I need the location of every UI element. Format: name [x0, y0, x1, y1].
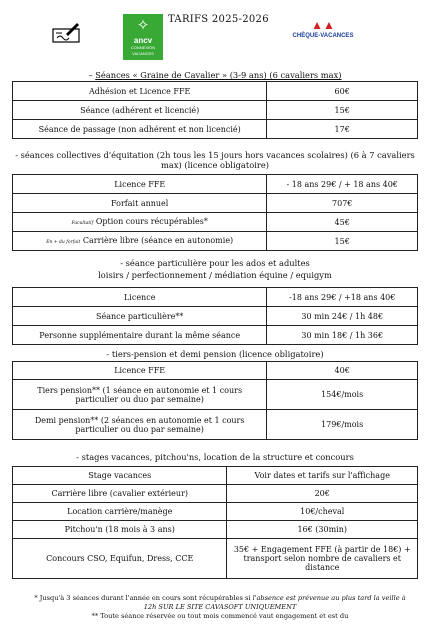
cell-value: -18 ans 29€ / +18 ans 40€: [267, 288, 418, 307]
table-row: [13, 120, 418, 139]
cell-label: Stage vacances: [13, 467, 227, 485]
cell-value: 15€: [267, 232, 418, 251]
table-particuliere: [12, 287, 418, 345]
cell-label: Licence FFE: [13, 362, 267, 380]
section-title-particuliere: - séance particulière pour les ados et adultes: [120, 258, 310, 268]
section-title-particuliere-line2: loisirs / perfectionnement / médiation équine / equigym: [98, 270, 332, 280]
table-row: [13, 307, 418, 326]
table-pension: [12, 361, 418, 440]
table-row: [13, 410, 418, 440]
option-label: Option cours récupérables*: [95, 216, 208, 226]
cell-value: 45€: [267, 213, 418, 232]
cell-value: 30 min 18€ / 1h 36€: [267, 326, 418, 345]
cell-label: Licence FFE: [13, 175, 267, 194]
logo-bar: [0, 0, 431, 62]
cell-label: Pitchou'n (18 mois à 3 ans): [13, 521, 227, 539]
table-row: [13, 485, 418, 503]
cell-value: Voir dates et tarifs sur l'affichage: [227, 467, 418, 485]
option-label: Carrière libre (séance en autonomie): [82, 235, 234, 245]
section-title-particuliere-line1: séance particulière pour les ados et adultes: [125, 258, 310, 268]
table-stages: [12, 466, 418, 579]
section-title-stages: - stages vacances, pitchou'ns, location de la structure et concours: [76, 452, 354, 462]
cell-label: Location carrière/manège: [13, 503, 227, 521]
cell-label: Séance particulière**: [13, 307, 267, 326]
table-row: [13, 380, 418, 410]
cell-label: [13, 213, 267, 232]
cell-value: 30 min 24€ / 1h 48€: [267, 307, 418, 326]
table-row: [13, 503, 418, 521]
table-row: [13, 101, 418, 120]
table-row: [13, 213, 418, 232]
cell-label: Adhésion et Licence FFE: [13, 82, 267, 101]
table-row: [13, 539, 418, 579]
cell-value: 40€: [267, 362, 418, 380]
footer-notes: [30, 594, 410, 621]
cheque-vacances-logo: [288, 18, 358, 48]
table-row: [13, 194, 418, 213]
cell-label: [13, 232, 267, 251]
cell-value: 17€: [267, 120, 418, 139]
table-row: [13, 175, 418, 194]
cell-value: 35€ + Engagement FFE (à partir de 18€) + transport selon nombre de cavaliers et distance: [227, 539, 418, 579]
cell-value: 15€: [267, 101, 418, 120]
cell-label: Tiers pension** (1 séance en autonomie et 1 cours particulier ou duo par semaine): [13, 380, 267, 410]
cheque-vacances-mark-icon: ▲▲: [311, 18, 335, 32]
cell-label: Personne supplémentaire durant la même séance: [13, 326, 267, 345]
cell-label: Séance de passage (non adhérent et non licencié): [13, 120, 267, 139]
section-title-graine: – Séances « Graine de Cavalier » (3-9 ans) (6 cavaliers max): [88, 70, 342, 80]
footer-note-1-italic: l'absence est prévenue au plus tard la veille à 12h SUR LE SITE CAVASOFT UNIQUEMENT: [143, 594, 406, 611]
cell-label: Forfait annuel: [13, 194, 267, 213]
table-row: [13, 82, 418, 101]
cell-value: 20€: [227, 485, 418, 503]
page-title: TARIFS 2025-2026: [168, 14, 269, 25]
cheque-vacances-label: CHÈQUE-VACANCES: [292, 33, 354, 39]
cell-value: 707€: [267, 194, 418, 213]
ancv-sub: CONNEXION VACANCES: [130, 45, 156, 56]
cheque-icon: [52, 22, 80, 44]
table-graine: [12, 81, 418, 139]
table-row: [13, 362, 418, 380]
cell-label: Séance (adhérent et licencié): [13, 101, 267, 120]
section-title-pension: - tiers-pension et demi pension (licence obligatoire): [106, 349, 324, 359]
cell-value: 154€/mois: [267, 380, 418, 410]
cell-value: 16€ (30min): [227, 521, 418, 539]
ancv-label: ancv: [133, 36, 153, 45]
cell-value: 60€: [267, 82, 418, 101]
section-title-pension-text: tiers-pension et demi pension (licence obligatoire): [111, 349, 324, 359]
table-row: [13, 467, 418, 485]
cell-value: 10€/cheval: [227, 503, 418, 521]
ancv-logo: ✧ ancv CONNEXION VACANCES: [123, 14, 163, 60]
cell-label: Carrière libre (cavalier extérieur): [13, 485, 227, 503]
cell-label: Concours CSO, Equifun, Dress, CCE: [13, 539, 227, 579]
footer-note-1: * Jusqu'à 3 séances durant l'année en cours sont récupérables si: [34, 594, 251, 602]
cell-value: 179€/mois: [267, 410, 418, 440]
section-title-graine-text: Séances « Graine de Cavalier » (3-9 ans) (6 cavaliers max): [95, 70, 342, 80]
table-row: [13, 521, 418, 539]
table-collectives: [12, 174, 418, 251]
note-en-plus: En + du forfait: [46, 239, 81, 245]
section-title-stages-text: stages vacances, pitchou'ns, location de la structure et concours: [81, 452, 354, 462]
footer-note-2: ** Toute séance réservée ou tout mois commencé vaut engagement et est du: [91, 612, 349, 620]
table-row: [13, 326, 418, 345]
note-facultatif: Facultatif: [71, 220, 94, 226]
cell-label: Demi pension** (2 séances en autonomie et 1 cours particulier ou duo par semaine): [13, 410, 267, 440]
cell-label: Licence: [13, 288, 267, 307]
section-title-collectives-text: séances collectives d'équitation (2h tous les 15 jours hors vacances scolaires) (6 à 7 cavaliers max) (licence obligatoire): [20, 150, 415, 170]
cell-value: - 18 ans 29€ / + 18 ans 40€: [267, 175, 418, 194]
table-row: [13, 288, 418, 307]
section-title-collectives: - séances collectives d'équitation (2h tous les 15 jours hors vacances scolaires) (6 à 7 cavaliers max) (licence obligatoire): [15, 150, 415, 170]
table-row: [13, 232, 418, 251]
